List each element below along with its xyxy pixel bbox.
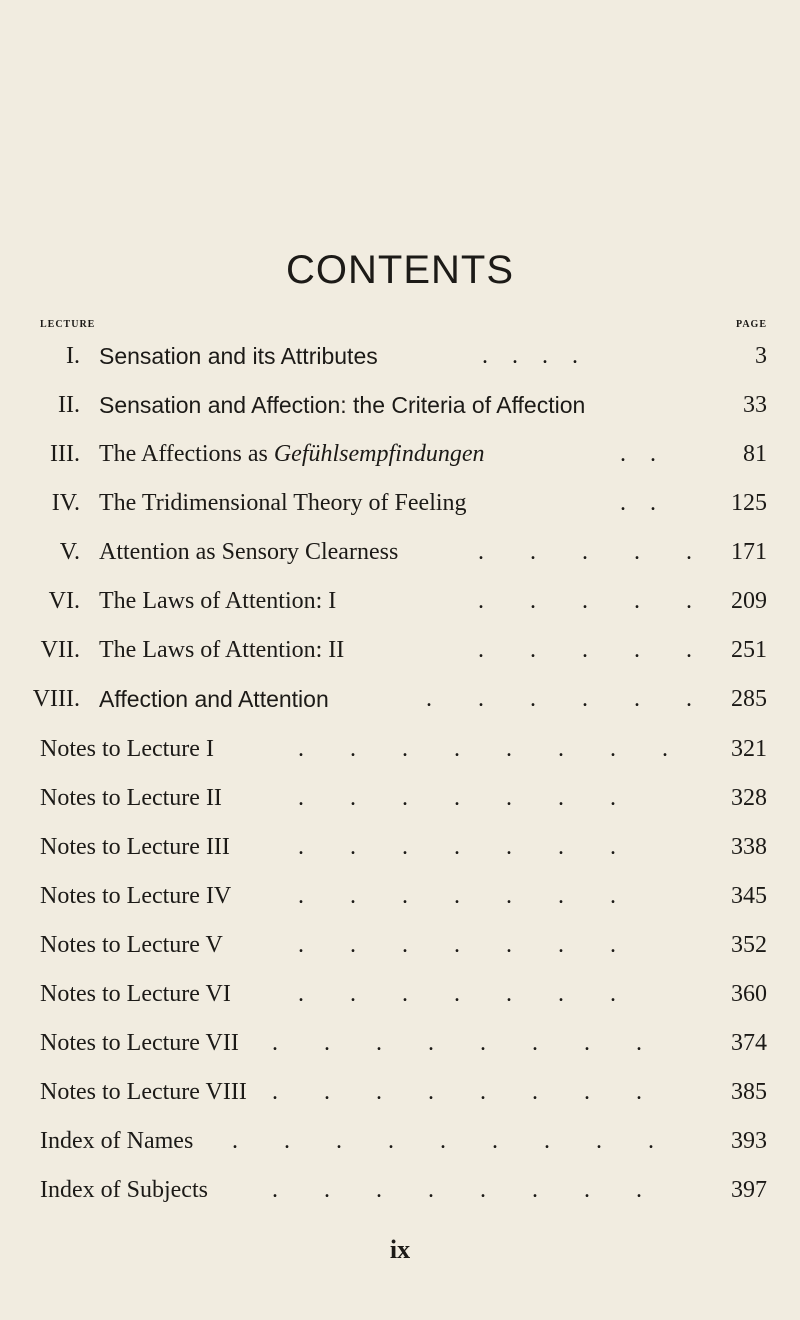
toc-entry-notes-6 bbox=[0, 977, 800, 1011]
page-column-header: PAGE bbox=[735, 319, 767, 330]
leader-dots: . . . . . bbox=[478, 539, 712, 565]
toc-entry-lecture-7 bbox=[0, 633, 800, 667]
leader-dots: . . . . . . . bbox=[298, 834, 636, 860]
lecture-number: IV. bbox=[51, 490, 80, 516]
entry-page-number: 328 bbox=[731, 785, 767, 811]
entry-page-number: 251 bbox=[731, 637, 767, 663]
entry-title: Notes to Lecture II bbox=[40, 785, 222, 811]
lecture-number: III. bbox=[50, 441, 80, 467]
entry-title: Notes to Lecture VI bbox=[40, 981, 231, 1007]
entry-title: Attention as Sensory Clearness bbox=[99, 539, 399, 565]
leader-dots: . . bbox=[620, 490, 665, 516]
entry-title: Sensation and its Attributes bbox=[99, 343, 378, 369]
entry-page-number: 397 bbox=[731, 1177, 767, 1203]
entry-title: Notes to Lecture VII bbox=[40, 1030, 239, 1056]
leader-dots: . . . . . . . . bbox=[272, 1079, 662, 1105]
toc-entry-index-subjects bbox=[0, 1173, 800, 1207]
leader-dots: . . . . . . . . bbox=[272, 1177, 662, 1203]
entry-title: The Tridimensional Theory of Feeling bbox=[99, 490, 467, 516]
entry-page-number: 321 bbox=[731, 736, 767, 762]
toc-entry-lecture-2 bbox=[0, 388, 800, 422]
leader-dots: . . bbox=[620, 441, 665, 467]
entry-page-number: 374 bbox=[731, 1030, 767, 1056]
toc-entry-lecture-1 bbox=[0, 339, 800, 373]
toc-entry-notes-1 bbox=[0, 732, 800, 766]
leader-dots: . . . . . . . bbox=[298, 883, 636, 909]
toc-entry-lecture-5 bbox=[0, 535, 800, 569]
leader-dots: . . . . . . bbox=[426, 686, 712, 712]
entry-title: The Laws of Attention: II bbox=[99, 637, 345, 663]
entry-title: Notes to Lecture IV bbox=[40, 883, 232, 909]
leader-dots: . . . . . . . bbox=[298, 785, 636, 811]
toc-entry-lecture-6 bbox=[0, 584, 800, 618]
entry-title: Affection and Attention bbox=[99, 686, 329, 712]
entry-page-number: 3 bbox=[755, 343, 767, 369]
entry-page-number: 338 bbox=[731, 834, 767, 860]
page-title: CONTENTS bbox=[286, 248, 514, 292]
entry-page-number: 393 bbox=[731, 1128, 767, 1154]
leader-dots: . . . . . . . . bbox=[272, 1030, 662, 1056]
entry-title: Notes to Lecture VIII bbox=[40, 1079, 247, 1105]
lecture-number: VIII. bbox=[32, 686, 80, 712]
entry-title: Notes to Lecture I bbox=[40, 736, 214, 762]
lecture-number: I. bbox=[66, 343, 80, 369]
entry-title: Sensation and Affection: the Criteria of Affection bbox=[99, 392, 586, 418]
entry-page-number: 209 bbox=[731, 588, 767, 614]
toc-entry-index-names bbox=[0, 1124, 800, 1158]
lecture-number: V. bbox=[59, 539, 80, 565]
entry-title: The Laws of Attention: I bbox=[99, 588, 337, 614]
toc-entry-notes-4 bbox=[0, 879, 800, 913]
entry-page-number: 81 bbox=[743, 441, 767, 467]
lecture-number: VII. bbox=[40, 637, 80, 663]
entry-page-number: 285 bbox=[731, 686, 767, 712]
entry-page-number: 171 bbox=[731, 539, 767, 565]
toc-entry-notes-3 bbox=[0, 830, 800, 864]
leader-dots: . . . . . bbox=[478, 588, 712, 614]
lecture-number: II. bbox=[58, 392, 80, 418]
entry-title: Index of Names bbox=[40, 1128, 194, 1154]
entry-page-number: 352 bbox=[731, 932, 767, 958]
lecture-column-header: LECTURE bbox=[40, 319, 96, 330]
entry-page-number: 125 bbox=[731, 490, 767, 516]
lecture-number: VI. bbox=[48, 588, 80, 614]
leader-dots: . . . . . . . . bbox=[298, 736, 688, 762]
toc-entry-lecture-4 bbox=[0, 486, 800, 520]
entry-page-number: 345 bbox=[731, 883, 767, 909]
page-folio: ix bbox=[389, 1235, 411, 1264]
leader-dots: . . . . bbox=[482, 343, 587, 369]
leader-dots: . . . . . bbox=[478, 637, 712, 663]
toc-entry-notes-5 bbox=[0, 928, 800, 962]
toc-entry-lecture-3 bbox=[0, 437, 800, 471]
entry-title: Notes to Lecture III bbox=[40, 834, 230, 860]
toc-entry-notes-8 bbox=[0, 1075, 800, 1109]
entry-title: Notes to Lecture V bbox=[40, 932, 223, 958]
entry-title: The Affections as Gefühlsempfindungen bbox=[99, 441, 485, 467]
toc-entry-lecture-8 bbox=[0, 682, 800, 716]
toc-entry-notes-2 bbox=[0, 781, 800, 815]
leader-dots: . . . . . . . . . bbox=[232, 1128, 674, 1154]
entry-page-number: 385 bbox=[731, 1079, 767, 1105]
entry-title: Index of Subjects bbox=[40, 1177, 208, 1203]
leader-dots: . . . . . . . bbox=[298, 981, 636, 1007]
entry-page-number: 360 bbox=[731, 981, 767, 1007]
leader-dots: . . . . . . . bbox=[298, 932, 636, 958]
entry-page-number: 33 bbox=[743, 392, 767, 418]
toc-entry-notes-7 bbox=[0, 1026, 800, 1060]
